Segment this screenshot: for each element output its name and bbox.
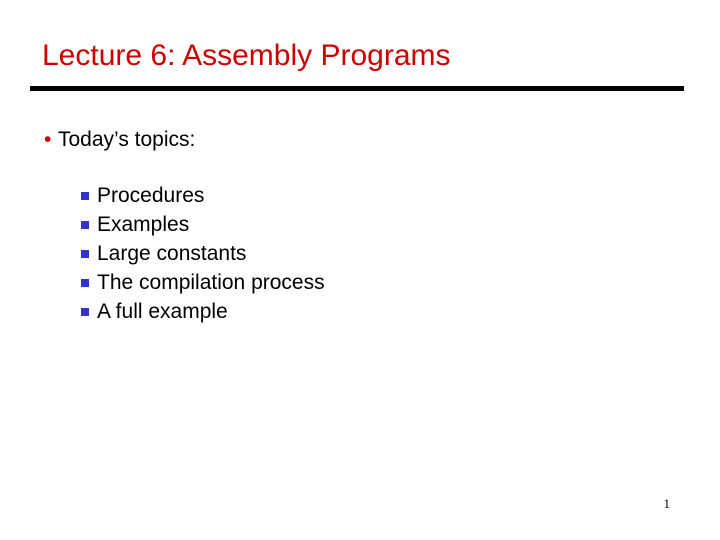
square-bullet-icon: [81, 250, 89, 258]
topic-list: [81, 181, 325, 326]
topic-text: A full example: [97, 300, 228, 323]
square-bullet-icon: [81, 192, 89, 200]
topic-item: [81, 181, 325, 210]
square-bullet-icon: [81, 221, 89, 229]
main-bullet-dot: •: [44, 128, 52, 151]
title-divider: [30, 86, 684, 91]
topic-text: Examples: [97, 213, 190, 236]
square-bullet-icon: [81, 279, 89, 287]
main-bullet: [44, 125, 195, 155]
topic-item: [81, 239, 325, 268]
topic-text: The compilation process: [97, 271, 325, 294]
topic-item: [81, 297, 325, 326]
topic-item: [81, 210, 325, 239]
topic-text: Procedures: [97, 184, 205, 207]
page-number: 1: [663, 496, 670, 511]
main-bullet-text: Today’s topics:: [58, 128, 196, 151]
topic-text: Large constants: [97, 242, 247, 265]
square-bullet-icon: [81, 308, 89, 316]
topic-item: [81, 268, 325, 297]
slide-title: Lecture 6: Assembly Programs: [42, 39, 451, 72]
